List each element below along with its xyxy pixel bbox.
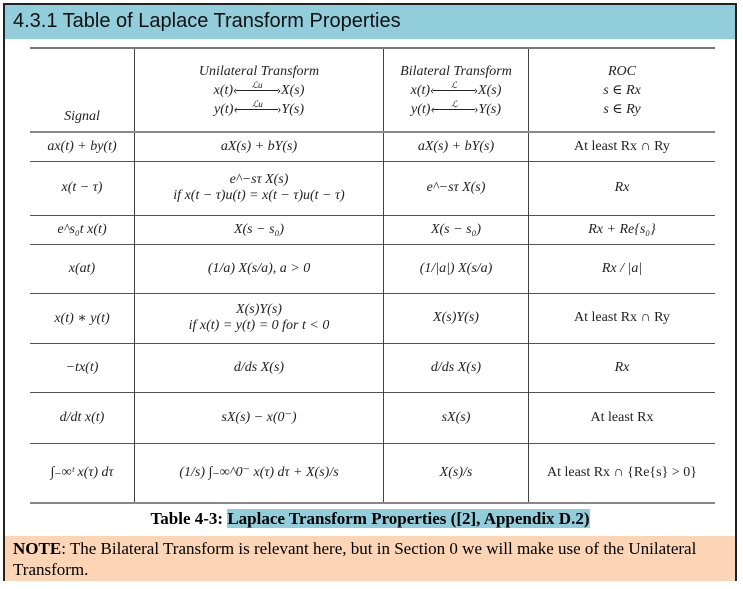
bilateral-cell: X(s − s₀) [430, 221, 482, 237]
signal-cell: x(t − τ) [61, 180, 103, 195]
bilateral-cell: X(s)/s [439, 464, 473, 480]
table-row [30, 132, 715, 161]
roc-y: s ∈ Ry [603, 101, 641, 117]
bilateral-cell: X(s)Y(s) [433, 310, 479, 325]
laplace-properties-table [30, 47, 715, 504]
caption-prefix: Table 4-3: [150, 509, 228, 528]
note-box [5, 536, 735, 581]
unilateral-condition: if x(t − τ)u(t) = x(t − τ)u(t − τ) [173, 188, 345, 203]
pair-y-right: Y(s) [281, 101, 304, 117]
header-unilateral: Unilateral Transform [198, 63, 320, 79]
document-frame [3, 3, 737, 581]
pair-x-right: X(s) [281, 82, 305, 98]
transform-arrow-icon: ‹ ℒ › [433, 90, 475, 91]
header-signal: Signal [64, 109, 100, 124]
transform-arrow-icon: ‹ ℒu › [236, 109, 278, 110]
signal-cell: ∫₋∞ᵗ x(τ) dτ [50, 465, 114, 481]
pair-x-right: X(s) [478, 82, 502, 98]
unilateral-cell: (1/s) ∫₋∞^0⁻ x(τ) dτ + X(s)/s [179, 465, 339, 481]
roc-cell: At least Rx ∩ {Re{s} > 0} [547, 464, 697, 480]
signal-cell: x(at) [68, 260, 96, 276]
pair-y-right: Y(s) [478, 101, 501, 117]
table-row [30, 343, 715, 392]
section-title: 4.3.1 Table of Laplace Transform Properties [5, 5, 735, 39]
transform-arrow-icon: ‹ ℒ › [433, 109, 475, 110]
bilateral-cell: sX(s) [441, 409, 471, 425]
pair-y-left: y(t) [214, 101, 234, 117]
unilateral-cell: X(s)Y(s) [236, 302, 282, 317]
unilateral-cell: d/ds X(s) [233, 359, 285, 375]
header-roc: ROC [608, 63, 636, 79]
pair-x-left: x(t) [410, 82, 431, 98]
unilateral-cell: sX(s) − x(0⁻) [221, 410, 297, 425]
roc-cell: At least Rx [590, 409, 654, 425]
roc-cell: At least Rx ∩ Ry [574, 310, 670, 325]
roc-cell: Rx [614, 180, 630, 195]
signal-cell: d/dt x(t) [59, 409, 105, 425]
bilateral-cell: e^−sτ X(s) [426, 180, 486, 195]
table-row [30, 293, 715, 343]
caption-text: Laplace Transform Properties ([2], Appendix D.2) [227, 509, 590, 528]
roc-x: s ∈ Rx [603, 82, 641, 98]
table-row [30, 244, 715, 293]
signal-cell: e^s₀t x(t) [57, 221, 107, 237]
roc-cell: Rx [614, 359, 630, 375]
unilateral-cell: X(s − s₀) [233, 221, 285, 237]
note-label: NOTE [13, 539, 62, 558]
transform-arrow-icon: ‹ ℒu › [236, 90, 278, 91]
table-row [30, 215, 715, 244]
roc-cell: Rx / |a| [601, 260, 643, 276]
table-row [30, 161, 715, 215]
pair-y-left: y(t) [411, 101, 431, 117]
table-caption [5, 509, 735, 529]
header-bilateral: Bilateral Transform [400, 63, 512, 79]
unilateral-cell: (1/a) X(s/a), a > 0 [207, 260, 311, 276]
table-header-row [30, 48, 715, 132]
bilateral-cell: aX(s) + bY(s) [417, 138, 495, 154]
signal-cell: x(t) ∗ y(t) [54, 310, 110, 326]
table-row [30, 392, 715, 443]
bilateral-cell: d/ds X(s) [430, 359, 482, 375]
roc-cell: Rx + Re{s₀} [588, 221, 656, 237]
signal-cell: ax(t) + by(t) [47, 138, 117, 154]
pair-x-left: x(t) [213, 82, 234, 98]
bilateral-cell: (1/|a|) X(s/a) [419, 260, 493, 276]
unilateral-cell: e^−sτ X(s) [229, 172, 289, 187]
note-text: : The Bilateral Transform is relevant here, but in Section 0 we will make use of the Unilateral Transform. [13, 539, 697, 579]
signal-cell: −tx(t) [65, 359, 99, 375]
roc-cell: At least Rx ∩ Ry [574, 138, 670, 154]
table-row [30, 443, 715, 503]
unilateral-cell: aX(s) + bY(s) [220, 138, 298, 154]
unilateral-condition: if x(t) = y(t) = 0 for t < 0 [188, 318, 330, 333]
